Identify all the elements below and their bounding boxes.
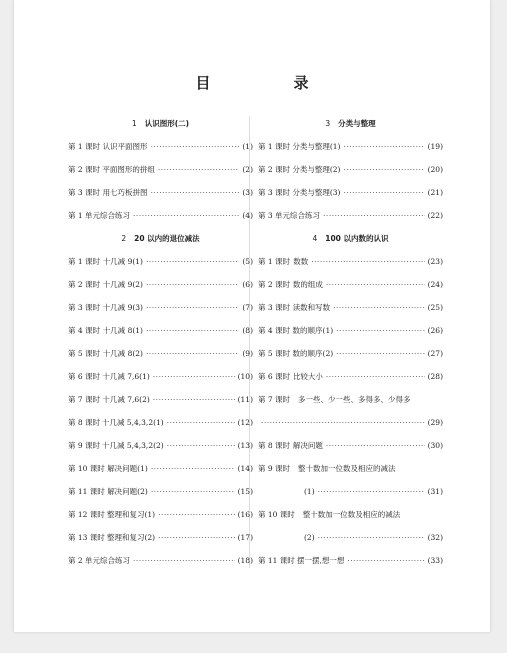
leader-dots (146, 250, 239, 273)
leader-dots (151, 181, 240, 204)
leader-dots (336, 342, 424, 365)
lesson-title: 解决问题(1) (107, 464, 148, 473)
lesson-title: 十几减 7,6(1) (102, 372, 150, 381)
lesson-number: 第 6 课时 (258, 372, 291, 381)
section-heading-2: 2 20 以内的退位减法 (121, 234, 200, 243)
toc-entry[interactable] (68, 434, 253, 457)
leader-dots (323, 204, 425, 227)
lesson-number: 第 3 课时 (258, 303, 291, 312)
lesson-number: 第 8 课时 (68, 418, 101, 427)
leader-dots (133, 204, 239, 227)
lesson-title: 十几减 7,6(2) (102, 395, 150, 404)
page-number: (4) (242, 211, 253, 220)
lesson-title: 认识平面图形 (102, 142, 148, 151)
lesson-title: 读数和写数 (292, 303, 331, 312)
page-number: (5) (242, 257, 253, 266)
lesson-number: 第 1 课时 (68, 257, 101, 266)
lesson-title: 平面图形的拼组 (102, 165, 155, 174)
leader-dots (133, 549, 235, 572)
toc-entry[interactable] (258, 204, 443, 227)
toc-entry-lesson-10[interactable]: 第 10 课时 整十数加一位数及相应的减法 (258, 510, 401, 519)
leader-dots (153, 365, 235, 388)
lesson-title: 十几减 9(2) (102, 280, 143, 289)
lesson-number: 第 2 单元综合练习 (68, 556, 131, 565)
toc-entry-lesson-7-page[interactable]: ····· (29) (258, 411, 443, 434)
lesson-number: 第 3 课时 (68, 303, 101, 312)
page-number: (9) (242, 349, 253, 358)
lesson-title: 分类与整理(3) (292, 188, 341, 197)
lesson-title: 整理和复习(1) (106, 510, 156, 519)
page-number: (10) (237, 372, 253, 381)
lesson-title: 数的组成 (292, 280, 323, 289)
page-number: (25) (427, 303, 443, 312)
toc-entry[interactable] (258, 365, 443, 388)
section-heading-4: 4 100 以内数的认识 (312, 234, 389, 243)
lesson-number: 第 11 课时 (68, 487, 105, 496)
lesson-title: 分类与整理(1) (292, 142, 341, 151)
toc-entry[interactable] (258, 273, 443, 296)
leader-dots (333, 296, 424, 319)
lesson-number: 第 9 课时 (68, 441, 101, 450)
lesson-number: 第 2 课时 (258, 280, 291, 289)
toc-entry[interactable] (258, 342, 443, 365)
page-number: (18) (237, 556, 253, 565)
page-number: (24) (427, 280, 443, 289)
toc-entry[interactable] (68, 365, 253, 388)
lesson-title: 十几减 5,4,3,2(1) (101, 418, 164, 427)
lesson-title: 数数 (293, 257, 309, 266)
toc-entry[interactable] (68, 526, 253, 549)
page-number: (26) (427, 326, 443, 335)
toc-entry[interactable] (68, 158, 253, 181)
toc-entry[interactable] (68, 319, 253, 342)
leader-dots (151, 457, 235, 480)
lesson-title: 十几减 8(1) (102, 326, 143, 335)
toc-entry[interactable] (68, 296, 253, 319)
leader-dots (318, 480, 425, 503)
page-number: (11) (237, 395, 253, 404)
page-number: (27) (427, 349, 443, 358)
toc-entry[interactable] (68, 250, 253, 273)
lesson-number: 第 1 课时 (258, 257, 291, 266)
page-number: (8) (242, 326, 253, 335)
leader-dots (146, 342, 239, 365)
toc-entry[interactable] (68, 549, 253, 572)
leader-dots (167, 411, 235, 434)
leader-dots (343, 158, 424, 181)
lesson-title: 数的顺序(2) (292, 349, 334, 358)
toc-left-column (68, 112, 253, 572)
toc-entry[interactable] (68, 457, 253, 480)
page-number: (6) (242, 280, 253, 289)
lesson-number: 第 1 单元综合练习 (68, 211, 131, 220)
lesson-number: 第 2 课时 (68, 280, 101, 289)
toc-entry[interactable] (258, 158, 443, 181)
lesson-number: 第 12 课时 (68, 510, 105, 519)
toc-entry[interactable] (68, 480, 253, 503)
leader-dots (153, 388, 235, 411)
leader-dots (326, 273, 425, 296)
lesson-number: 第 6 课时 (68, 372, 101, 381)
toc-entry[interactable] (258, 319, 443, 342)
toc-entry-lesson-9-cont[interactable]: (1) ····· (31) (258, 480, 443, 503)
toc-entry[interactable] (258, 250, 443, 273)
leader-dots (146, 296, 239, 319)
toc-entry[interactable] (258, 135, 443, 158)
section-heading-3: 3 分类与整理 (325, 119, 376, 128)
page-number: (28) (427, 372, 443, 381)
lesson-title: 数的顺序(1) (292, 326, 334, 335)
section-heading-1: 1 认识图形(二) (131, 119, 190, 128)
lesson-title: 十几减 8(2) (102, 349, 143, 358)
lesson-title: 分类与整理(2) (292, 165, 341, 174)
lesson-title: 解决问题(2) (107, 487, 148, 496)
leader-dots (158, 526, 234, 549)
lesson-number: 第 1 课时 (258, 142, 291, 151)
leader-dots (146, 319, 239, 342)
lesson-number: 第 13 课时 (68, 533, 105, 542)
toc-entry[interactable] (258, 181, 443, 204)
leader-dots (311, 250, 424, 273)
document-page (14, 0, 490, 632)
leader-dots (158, 158, 240, 181)
page-number: (12) (237, 418, 253, 427)
page-number: (13) (237, 441, 253, 450)
lesson-number: 第 5 课时 (258, 349, 291, 358)
lesson-number: 第 10 课时 (68, 464, 105, 473)
toc-entry[interactable] (68, 411, 253, 434)
lesson-number: 第 3 课时 (68, 188, 101, 197)
leader-dots (343, 181, 424, 204)
lesson-number: 第 2 课时 (258, 165, 291, 174)
lesson-number: 第 2 课时 (68, 165, 101, 174)
lesson-title: 比较大小 (292, 372, 323, 381)
toc-right-column (258, 112, 443, 572)
toc-entry[interactable] (68, 273, 253, 296)
lesson-number: 第 4 课时 (68, 326, 101, 335)
page-number: (17) (237, 533, 253, 542)
toc-entry[interactable] (258, 296, 443, 319)
toc-entry-lesson-7[interactable]: 第 7 课时 多一些、少一些、多得多、少得多 (258, 395, 411, 404)
toc-entry-lesson-11[interactable]: 第 11 课时 摆一摆,想一想 ····· (33) (258, 549, 443, 572)
leader-dots (151, 135, 240, 158)
lesson-title: 整理和复习(2) (106, 533, 156, 542)
leader-dots (261, 411, 425, 434)
toc-entry[interactable] (68, 342, 253, 365)
page-number: (22) (427, 211, 443, 220)
toc-entry[interactable] (68, 135, 253, 158)
lesson-title: 十几减 5,4,3,2(2) (101, 441, 164, 450)
lesson-title: 十几减 9(3) (102, 303, 143, 312)
lesson-number: 第 3 单元综合练习 (258, 211, 321, 220)
toc-entry-lesson-9[interactable]: 第 9 课时 整十数加一位数及相应的减法 (258, 464, 396, 473)
page-number: (7) (242, 303, 253, 312)
leader-dots (318, 526, 425, 549)
leader-dots (167, 434, 235, 457)
lesson-number: 第 3 课时 (258, 188, 291, 197)
page-number: (2) (242, 165, 253, 174)
lesson-number: 第 4 课时 (258, 326, 291, 335)
page-number: (21) (427, 188, 443, 197)
page-number: (3) (242, 188, 253, 197)
leader-dots (158, 503, 234, 526)
lesson-number: 第 5 课时 (68, 349, 101, 358)
leader-dots (343, 135, 424, 158)
page-number: (23) (427, 257, 443, 266)
leader-dots (146, 273, 239, 296)
toc-entry-lesson-10-cont[interactable]: (2) ····· (32) (258, 526, 443, 549)
toc-entry[interactable] (68, 388, 253, 411)
page-number: (19) (427, 142, 443, 151)
leader-dots (326, 434, 425, 457)
leader-dots (151, 480, 235, 503)
page-number: (14) (237, 464, 253, 473)
page-number: (1) (242, 142, 253, 151)
lesson-number: 第 1 课时 (68, 142, 101, 151)
page-number: (16) (237, 510, 253, 519)
leader-dots (347, 549, 424, 572)
toc-entry-lesson-8[interactable]: 第 8 课时 解决问题 ····· (30) (258, 434, 443, 457)
toc-entry[interactable] (68, 181, 253, 204)
page-number: (20) (427, 165, 443, 174)
leader-dots (326, 365, 425, 388)
toc-entry[interactable] (68, 503, 253, 526)
page-title: 目 录 (195, 74, 343, 92)
lesson-number: 第 7 课时 (68, 395, 101, 404)
lesson-title: 十几减 9(1) (102, 257, 143, 266)
leader-dots (336, 319, 424, 342)
page-number: (15) (237, 487, 253, 496)
lesson-title: 用七巧板拼图 (102, 188, 148, 197)
toc-entry[interactable] (68, 204, 253, 227)
